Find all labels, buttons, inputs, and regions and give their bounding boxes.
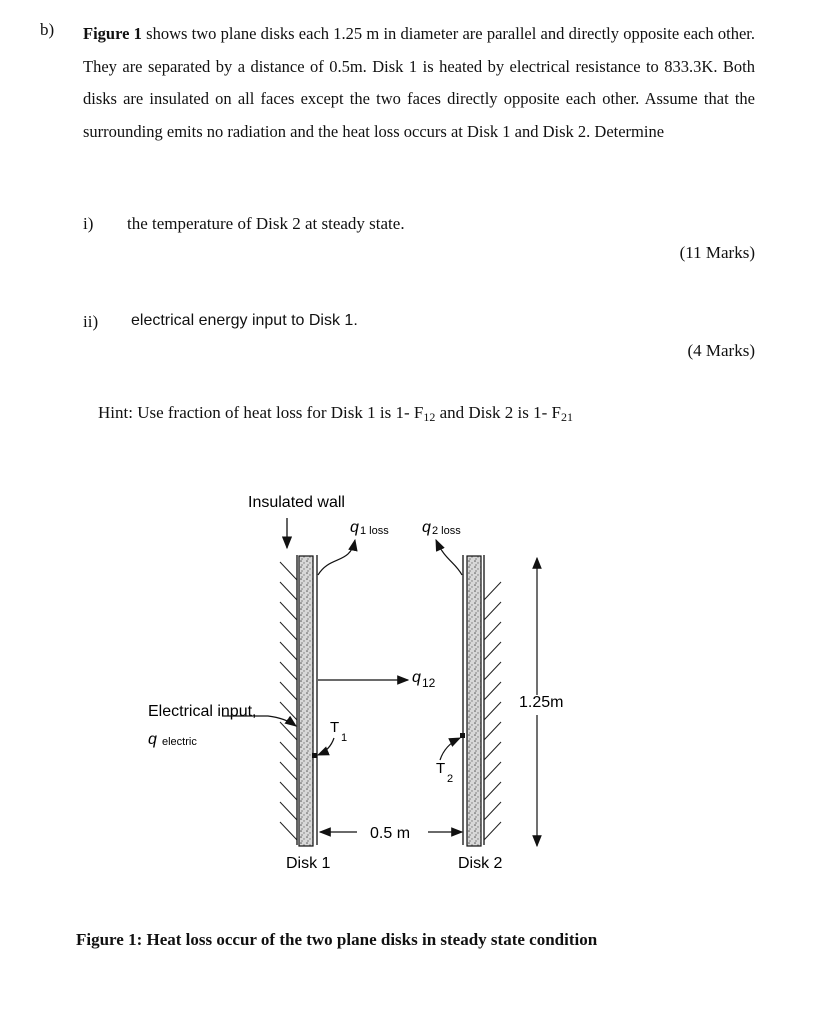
q-electric-symbol: q [148,731,157,748]
question-label: b) [40,20,55,39]
hint-sub-f21: 21 [560,410,573,424]
t1-label: T [330,719,340,736]
disk2-insulation-hatch [484,582,501,840]
diameter-label: 1.25m [519,694,564,711]
disk2-body [467,556,481,846]
t1-subscript: 1 [341,732,348,744]
disk1-label: Disk 1 [286,855,331,872]
q-electric-subscript: electric [162,736,197,748]
q12-subscript: 12 [422,676,436,690]
q1-loss-symbol: q [350,519,359,536]
q1-loss-subscript: 1 loss [360,525,389,537]
part-i-text: the temperature of Disk 2 at steady state. [127,214,405,233]
q2-loss-symbol: q [422,519,431,536]
electrical-input-label: Electrical input, [148,703,257,720]
hint-middle: and Disk 2 is 1- F [435,403,561,422]
q1-loss-arrow [318,540,355,575]
disk1-insulation-hatch [280,562,297,840]
disk2-label: Disk 2 [458,855,503,872]
t2-pointer [440,738,460,760]
t2-subscript: 2 [447,773,454,785]
t1-sensor [312,753,317,758]
disk1-body [299,556,313,846]
distance-label: 0.5 m [370,825,411,842]
question-paragraph [83,18,755,148]
t2-sensor [460,733,465,738]
hint-text [98,403,573,425]
hint-sub-f12: 12 [423,410,436,424]
figure-caption: Figure 1: Heat loss occur of the two plane disks in steady state condition [76,930,598,949]
part-ii-text: electrical energy input to Disk 1. [131,312,358,329]
figure-reference: Figure 1 [83,24,142,43]
figure-1-diagram [0,470,833,910]
q12-symbol: q [412,669,421,686]
part-ii-marks: (4 Marks) [687,341,755,360]
t2-label: T [436,760,446,777]
part-i-number: i) [83,214,94,233]
part-i-marks: (11 Marks) [679,243,755,262]
q2-loss-arrow [436,540,462,575]
q2-loss-subscript: 2 loss [432,525,461,537]
part-ii-number: ii) [83,312,99,331]
question-text: shows two plane disks each 1.25 m in diameter are parallel and directly opposite each other. They are separated by a distance of 0.5m. Disk 1 is heated by electrical resistance to 833.3K. Both disks are insulated on all faces except the two faces directly opposite each other. Assume that the surrounding emits no radiation and the heat loss occurs at Disk 1 and Disk 2. Determine [83,24,755,141]
hint-prefix: Hint: Use fraction of heat loss for Disk 1 is 1- F [98,403,424,422]
insulated-wall-label: Insulated wall [248,494,345,511]
t1-pointer [318,738,334,755]
